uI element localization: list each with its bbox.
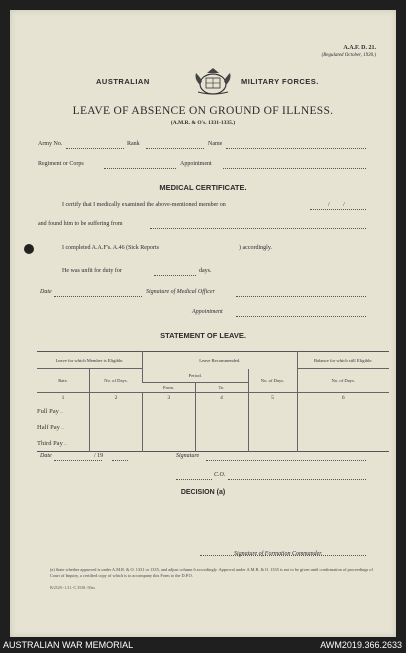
column-number: 2 [90,393,143,404]
name-label: Name [208,141,223,147]
table-cell[interactable] [248,436,297,452]
co-year-field[interactable] [112,460,128,461]
header-military-forces: MILITARY FORCES. [241,77,319,86]
to-header: To. [195,383,248,393]
column-number: 6 [297,393,389,404]
eligible-days-header: No. of Days. [90,369,143,393]
form-title: LEAVE OF ABSENCE ON GROUND OF ILLNESS. [72,105,334,117]
rate-label: Third Pay [37,439,63,447]
examination-date-separators: / / [328,202,351,208]
co-date-label: Date [40,453,52,459]
suffering-text: and found him to be suffering from [38,221,123,227]
table-cell[interactable] [195,404,248,420]
unfit-text: He was unfit for duty for [62,268,122,274]
leave-table [37,351,389,452]
sick-reports-text-end: ) accordingly. [239,245,272,251]
rank-field[interactable] [146,148,204,149]
rate-label: Full Pay [37,408,59,415]
examination-date-field[interactable] [310,209,366,210]
army-no-label: Army No. [38,141,63,147]
table-row [37,404,90,420]
certify-text: I certify that I medically examined the above-mentioned member on [62,202,226,208]
col-balance-header: Balance for which still Eligible. [297,352,389,369]
table-cell[interactable] [248,420,297,436]
caption-right: AWM2019.366.2633 [320,640,402,650]
certificate-date-label: Date [40,289,52,295]
co-name-field[interactable] [176,479,212,480]
name-field[interactable] [226,148,366,149]
column-number: 4 [195,393,248,404]
regiment-label: Regiment or Corps [38,161,84,167]
table-cell[interactable] [195,436,248,452]
column-number: 3 [143,393,196,404]
decision-heading: DECISION (a) [180,489,226,496]
form-number: A.A.F. D. 21. [343,45,376,51]
regiment-field[interactable] [104,168,176,169]
row-dots: ... [63,440,68,446]
sick-reports-text: I completed A.A.F's. A.46 (Sick Reports [62,245,159,251]
form-page [10,10,396,637]
table-cell[interactable] [90,436,143,452]
header-australian: AUSTRALIAN [96,77,150,86]
printer-code: B/2529.-1.31.-C.3538.-50m. [50,585,96,590]
unfit-days-field[interactable] [154,275,196,276]
medical-officer-signature-label: Signature of Medical Officer [146,289,215,295]
table-cell[interactable] [248,404,297,420]
recommended-days-header: No. of Days. [248,369,297,393]
co-signature-field[interactable] [206,460,366,461]
form-revision: (Regulated October, 1930.) [321,53,376,58]
table-row [37,436,90,452]
col-recommended-header: Leave Recommended. [143,352,298,369]
medical-certificate-heading: MEDICAL CERTIFICATE. [159,183,247,192]
form-id [322,44,376,60]
certificate-date-field[interactable] [54,296,142,297]
appointment-field[interactable] [223,168,366,169]
form-subtitle: (A.M.R. & O's. 1331-1335.) [170,120,236,126]
appointment-label: Appointment [180,161,212,167]
period-header: Period. [143,369,249,383]
table-cell[interactable] [143,404,196,420]
balance-days-header: No. of Days. [297,369,389,393]
mo-appointment-field[interactable] [236,316,366,317]
table-cell[interactable] [297,404,389,420]
days-label: days. [199,268,212,274]
formation-commander-signature-label: Signature of Formation Commander. [234,551,323,557]
statement-of-leave-heading: STATEMENT OF LEAVE. [160,331,246,340]
column-number: 5 [248,393,297,404]
co-signature-label: Signature [176,453,200,459]
from-header: From. [143,383,196,393]
caption-left: AUSTRALIAN WAR MEMORIAL [3,640,134,650]
table-cell[interactable] [143,436,196,452]
table-cell[interactable] [90,404,143,420]
mo-appointment-label: Appointment [192,309,223,315]
table-cell[interactable] [143,420,196,436]
table-row [37,420,90,436]
army-no-field[interactable] [66,148,124,149]
rate-header: Rate. [37,369,90,393]
rank-label: Rank [127,141,140,147]
table-cell[interactable] [90,420,143,436]
coat-of-arms-icon [190,65,236,97]
table-cell[interactable] [297,420,389,436]
row-dots: ... [60,409,64,414]
co-label: C.O. [214,472,226,478]
column-number: 1 [61,395,65,402]
medical-officer-signature-field[interactable] [236,296,366,297]
punch-hole [24,244,34,254]
table-cell[interactable] [195,420,248,436]
co-date-year: / 19 [94,453,104,459]
co-name-field-right[interactable] [228,479,366,480]
row-dots: ... [61,425,65,430]
illness-field[interactable] [150,228,366,229]
table-cell[interactable] [297,436,389,452]
footnote: (a) State whether approved is under A.M.R. & O. 1331 or 1335, and adjust column 6 accordingly. Approval under A.M.R. & O. 1335 is not to be given until confirmation of proceedings of Court of Inquiry, a certified copy of which is to accompany this Form to the D.P.O. [50,567,373,578]
co-date-field[interactable] [54,460,102,461]
rate-label: Half Pay [37,424,60,431]
col-eligible-header: Leave for which Member is Eligible. [37,352,143,369]
